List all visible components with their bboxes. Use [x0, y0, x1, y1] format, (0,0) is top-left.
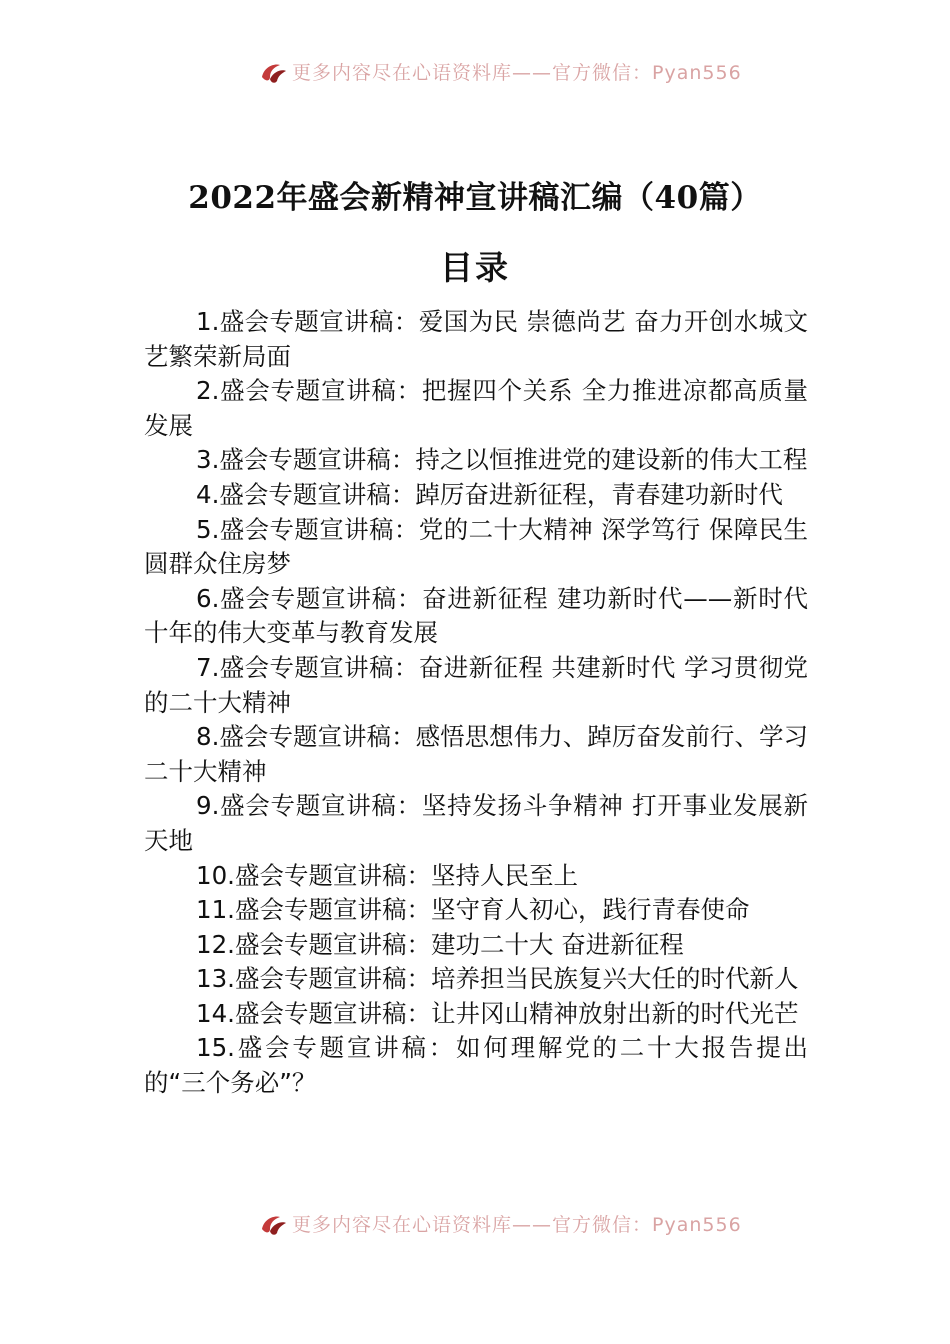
toc-item: 8.盛会专题宣讲稿：感悟思想伟力、踔厉奋发前行、学习二十大精神 — [144, 722, 808, 786]
toc-item: 14.盛会专题宣讲稿：让井冈山精神放射出新的时代光芒 — [196, 998, 799, 1028]
toc-item: 15.盛会专题宣讲稿：如何理解党的二十大报告提出的“三个务必”？ — [144, 1033, 808, 1098]
toc-item: 13.盛会专题宣讲稿：培养担当民族复兴大任的时代新人 — [196, 964, 799, 994]
toc-item: 5.盛会专题宣讲稿：党的二十大精神 深学笃行 保障民生 圆群众住房梦 — [144, 514, 808, 579]
toc-item: 9.盛会专题宣讲稿：坚持发扬斗争精神 打开事业发展新天地 — [144, 791, 808, 855]
toc-item: 1.盛会专题宣讲稿：爱国为民 崇德尚艺 奋力开创水城文艺繁荣新局面 — [144, 307, 808, 371]
flame-swirl-logo-icon — [258, 1209, 288, 1237]
watermark-text: 更多内容尽在心语资料库——官方微信：Pyan556 — [292, 61, 742, 84]
document-title: 2022年盛会新精神宣讲稿汇编（40篇） — [188, 180, 762, 216]
toc-item: 2.盛会专题宣讲稿：把握四个关系 全力推进凉都高质量发展 — [144, 376, 808, 440]
table-of-contents — [144, 305, 808, 1101]
toc-item: 3.盛会专题宣讲稿：持之以恒推进党的建设新的伟大工程 — [196, 445, 808, 475]
flame-swirl-logo-icon — [258, 57, 288, 85]
toc-item: 10.盛会专题宣讲稿：坚持人民至上 — [196, 860, 578, 890]
watermark-header — [258, 56, 742, 86]
toc-heading: 目录 — [440, 248, 510, 287]
toc-item: 4.盛会专题宣讲稿：踔厉奋进新征程，青春建功新时代 — [196, 479, 783, 509]
watermark-footer — [258, 1208, 742, 1238]
toc-item: 6.盛会专题宣讲稿：奋进新征程 建功新时代——新时代十年的伟大变革与教育发展 — [144, 583, 808, 648]
toc-item: 11.盛会专题宣讲稿：坚守育人初心，践行青春使命 — [196, 895, 750, 925]
toc-item: 12.盛会专题宣讲稿：建功二十大 奋进新征程 — [196, 929, 684, 959]
watermark-text: 更多内容尽在心语资料库——官方微信：Pyan556 — [292, 1213, 742, 1236]
toc-item: 7.盛会专题宣讲稿：奋进新征程 共建新时代 学习贯彻党的二十大精神 — [144, 652, 808, 717]
